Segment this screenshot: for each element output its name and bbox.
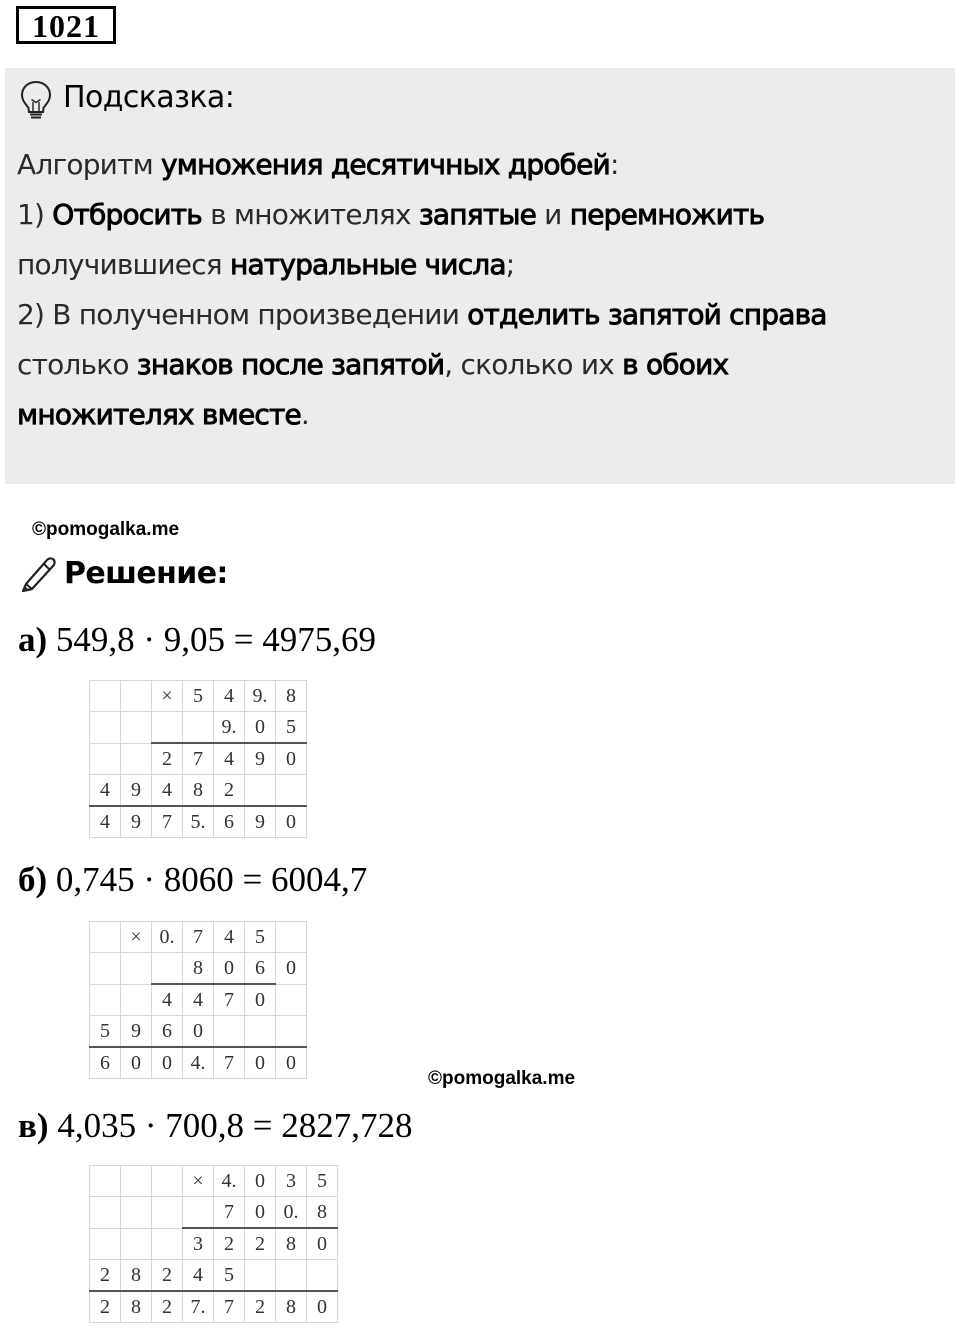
grid-cell: 3 bbox=[183, 1228, 214, 1260]
problem-c-grid bbox=[89, 1165, 338, 1323]
grid-cell bbox=[121, 1228, 152, 1260]
grid-row bbox=[90, 1197, 338, 1229]
grid-cell: 4 bbox=[90, 775, 121, 807]
grid-cell: 0 bbox=[245, 984, 276, 1016]
grid-row bbox=[90, 681, 307, 712]
watermark-top: ©pomogalka.me bbox=[32, 519, 180, 540]
grid-cell: 8 bbox=[121, 1291, 152, 1323]
grid-cell: 5. bbox=[183, 806, 214, 838]
grid-cell: 7 bbox=[183, 922, 214, 953]
hint-emphasis: знаков после запятой bbox=[136, 348, 445, 381]
grid-cell bbox=[307, 1260, 338, 1292]
hint-line bbox=[17, 340, 947, 390]
hint-run: 2) В полученном произведении bbox=[17, 298, 468, 331]
grid-cell: 7 bbox=[214, 984, 245, 1016]
problem-c-equation bbox=[18, 1106, 412, 1146]
grid-cell: × bbox=[152, 681, 183, 712]
grid-cell: 4 bbox=[152, 775, 183, 807]
grid-cell: 0. bbox=[276, 1197, 307, 1229]
hint-run: в множителях bbox=[201, 198, 419, 231]
grid-cell bbox=[121, 681, 152, 712]
grid-row bbox=[90, 1166, 338, 1197]
grid-cell: 8 bbox=[121, 1260, 152, 1292]
grid-cell: 0 bbox=[245, 712, 276, 744]
hint-emphasis: натуральные числа bbox=[229, 248, 506, 281]
grid-cell bbox=[90, 984, 121, 1016]
grid-cell bbox=[245, 1260, 276, 1292]
grid-cell: 7 bbox=[214, 1291, 245, 1323]
hint-emphasis: в обоих bbox=[622, 348, 729, 381]
grid-cell: 0 bbox=[214, 953, 245, 985]
grid-cell: 6 bbox=[245, 953, 276, 985]
grid-cell: 2 bbox=[152, 1260, 183, 1292]
hint-emphasis: запятые bbox=[418, 198, 537, 231]
hint-line bbox=[17, 140, 947, 190]
hint-run: , сколько их bbox=[444, 348, 623, 381]
grid-cell bbox=[90, 712, 121, 744]
grid-cell: 8 bbox=[276, 1228, 307, 1260]
grid-cell: 4 bbox=[183, 1260, 214, 1292]
grid-row bbox=[90, 806, 307, 838]
grid-cell: 4 bbox=[90, 806, 121, 838]
grid-cell: 4 bbox=[214, 743, 245, 775]
grid-row bbox=[90, 1291, 338, 1323]
grid-cell bbox=[121, 1166, 152, 1197]
grid-cell bbox=[276, 1260, 307, 1292]
grid-row bbox=[90, 743, 307, 775]
hint-run: ; bbox=[505, 248, 515, 281]
grid-cell bbox=[276, 1016, 307, 1048]
grid-cell: 4. bbox=[183, 1047, 214, 1079]
hint-emphasis: умножения десятичных дробей bbox=[161, 148, 610, 181]
grid-cell: 2 bbox=[152, 743, 183, 775]
hint-emphasis: перемножить bbox=[569, 198, 765, 231]
grid-cell: 9. bbox=[214, 712, 245, 744]
grid-cell: 5 bbox=[90, 1016, 121, 1048]
grid-cell: 7 bbox=[214, 1047, 245, 1079]
grid-cell: 4. bbox=[214, 1166, 245, 1197]
grid-cell bbox=[90, 1197, 121, 1229]
grid-cell: 5 bbox=[307, 1166, 338, 1197]
problem-label: в) bbox=[18, 1106, 49, 1145]
grid-cell: 2 bbox=[214, 1228, 245, 1260]
grid-cell: 0 bbox=[276, 806, 307, 838]
grid-cell: 9 bbox=[245, 743, 276, 775]
hint-text bbox=[17, 140, 947, 440]
grid-cell: 0. bbox=[152, 922, 183, 953]
grid-cell bbox=[276, 775, 307, 807]
grid-cell bbox=[183, 712, 214, 744]
grid-cell: 7 bbox=[152, 806, 183, 838]
problem-label: а) bbox=[18, 620, 48, 659]
grid-cell: 2 bbox=[90, 1291, 121, 1323]
grid-cell: × bbox=[183, 1166, 214, 1197]
grid-cell bbox=[90, 743, 121, 775]
solution-title: Решение: bbox=[64, 556, 228, 591]
hint-emphasis: отделить запятой справа bbox=[467, 298, 827, 331]
grid-cell bbox=[121, 984, 152, 1016]
lightbulb-icon bbox=[19, 80, 53, 120]
grid-cell: 2 bbox=[214, 775, 245, 807]
grid-cell: 0 bbox=[245, 1197, 276, 1229]
grid-cell bbox=[90, 953, 121, 985]
grid-cell bbox=[90, 1228, 121, 1260]
grid-cell: 4 bbox=[183, 984, 214, 1016]
grid-cell bbox=[121, 743, 152, 775]
grid-cell: 8 bbox=[307, 1197, 338, 1229]
hint-line bbox=[17, 390, 947, 440]
grid-cell: 9 bbox=[121, 1016, 152, 1048]
problem-a-grid bbox=[89, 680, 307, 838]
task-number: 1021 bbox=[16, 6, 116, 44]
grid-row bbox=[90, 712, 307, 744]
grid-cell: 4 bbox=[214, 681, 245, 712]
grid-cell: 0 bbox=[121, 1047, 152, 1079]
hint-run: и bbox=[536, 198, 570, 231]
grid-cell: 4 bbox=[214, 922, 245, 953]
watermark-middle: ©pomogalka.me bbox=[428, 1068, 576, 1089]
pencil-icon bbox=[18, 554, 58, 594]
hint-emphasis: Отбросить bbox=[52, 198, 202, 231]
grid-row bbox=[90, 1260, 338, 1292]
grid-cell: 8 bbox=[276, 681, 307, 712]
grid-cell: 5 bbox=[214, 1260, 245, 1292]
grid-cell: 5 bbox=[245, 922, 276, 953]
grid-cell: 2 bbox=[245, 1291, 276, 1323]
problem-expression: 0,745 · 8060 = 6004,7 bbox=[55, 860, 368, 899]
grid-cell bbox=[183, 1197, 214, 1229]
grid-cell bbox=[214, 1016, 245, 1048]
grid-cell bbox=[121, 953, 152, 985]
grid-cell: 6 bbox=[152, 1016, 183, 1048]
grid-cell: 0 bbox=[152, 1047, 183, 1079]
problem-expression: 4,035 · 700,8 = 2827,728 bbox=[57, 1106, 413, 1145]
grid-cell: 5 bbox=[183, 681, 214, 712]
grid-cell bbox=[245, 1016, 276, 1048]
grid-row bbox=[90, 922, 307, 953]
problem-b-equation bbox=[18, 860, 367, 900]
grid-cell bbox=[152, 712, 183, 744]
problem-b-grid bbox=[89, 921, 307, 1079]
grid-cell: 0 bbox=[307, 1291, 338, 1323]
grid-cell: 0 bbox=[245, 1166, 276, 1197]
hint-run: . bbox=[300, 398, 310, 431]
grid-cell: 6 bbox=[90, 1047, 121, 1079]
grid-cell: 8 bbox=[183, 953, 214, 985]
grid-cell bbox=[276, 984, 307, 1016]
grid-cell: 0 bbox=[183, 1016, 214, 1048]
grid-cell: 6 bbox=[214, 806, 245, 838]
grid-cell bbox=[90, 922, 121, 953]
hint-box bbox=[5, 68, 955, 484]
grid-cell: 0 bbox=[276, 743, 307, 775]
grid-cell bbox=[90, 681, 121, 712]
grid-cell: 0 bbox=[307, 1228, 338, 1260]
hint-run: Алгоритм bbox=[17, 148, 161, 181]
grid-cell: 9. bbox=[245, 681, 276, 712]
grid-cell: 3 bbox=[276, 1166, 307, 1197]
grid-cell bbox=[121, 712, 152, 744]
grid-cell bbox=[152, 1228, 183, 1260]
grid-cell: 7. bbox=[183, 1291, 214, 1323]
hint-emphasis: множителях вместе bbox=[17, 398, 301, 431]
grid-cell: 0 bbox=[245, 1047, 276, 1079]
grid-cell: 2 bbox=[152, 1291, 183, 1323]
hint-line bbox=[17, 240, 947, 290]
grid-cell: 2 bbox=[245, 1228, 276, 1260]
hint-title: Подсказка: bbox=[63, 80, 235, 115]
grid-cell: 9 bbox=[121, 775, 152, 807]
hint-run: столько bbox=[17, 348, 137, 381]
grid-row bbox=[90, 953, 307, 985]
hint-run: получившиеся bbox=[17, 248, 230, 281]
grid-cell bbox=[245, 775, 276, 807]
grid-cell: 7 bbox=[183, 743, 214, 775]
problem-label: б) bbox=[18, 860, 48, 899]
grid-cell: 7 bbox=[214, 1197, 245, 1229]
problem-expression: 549,8 · 9,05 = 4975,69 bbox=[55, 620, 377, 659]
grid-row bbox=[90, 1228, 338, 1260]
problem-a-equation bbox=[18, 620, 376, 660]
hint-line bbox=[17, 190, 947, 240]
grid-cell: 0 bbox=[276, 1047, 307, 1079]
grid-cell: 2 bbox=[90, 1260, 121, 1292]
grid-cell: 9 bbox=[121, 806, 152, 838]
grid-cell bbox=[152, 1197, 183, 1229]
grid-cell bbox=[90, 1166, 121, 1197]
grid-cell: 9 bbox=[245, 806, 276, 838]
grid-cell: 0 bbox=[276, 953, 307, 985]
grid-row bbox=[90, 984, 307, 1016]
hint-line bbox=[17, 290, 947, 340]
grid-row bbox=[90, 1016, 307, 1048]
grid-cell: 8 bbox=[183, 775, 214, 807]
hint-run: 1) bbox=[17, 198, 53, 231]
grid-row bbox=[90, 775, 307, 807]
grid-cell bbox=[276, 922, 307, 953]
grid-row bbox=[90, 1047, 307, 1079]
grid-cell bbox=[121, 1197, 152, 1229]
grid-cell: 5 bbox=[276, 712, 307, 744]
grid-cell bbox=[152, 1166, 183, 1197]
grid-cell: 8 bbox=[276, 1291, 307, 1323]
grid-cell: 4 bbox=[152, 984, 183, 1016]
hint-run: : bbox=[609, 148, 619, 181]
grid-cell: × bbox=[121, 922, 152, 953]
grid-cell bbox=[152, 953, 183, 985]
